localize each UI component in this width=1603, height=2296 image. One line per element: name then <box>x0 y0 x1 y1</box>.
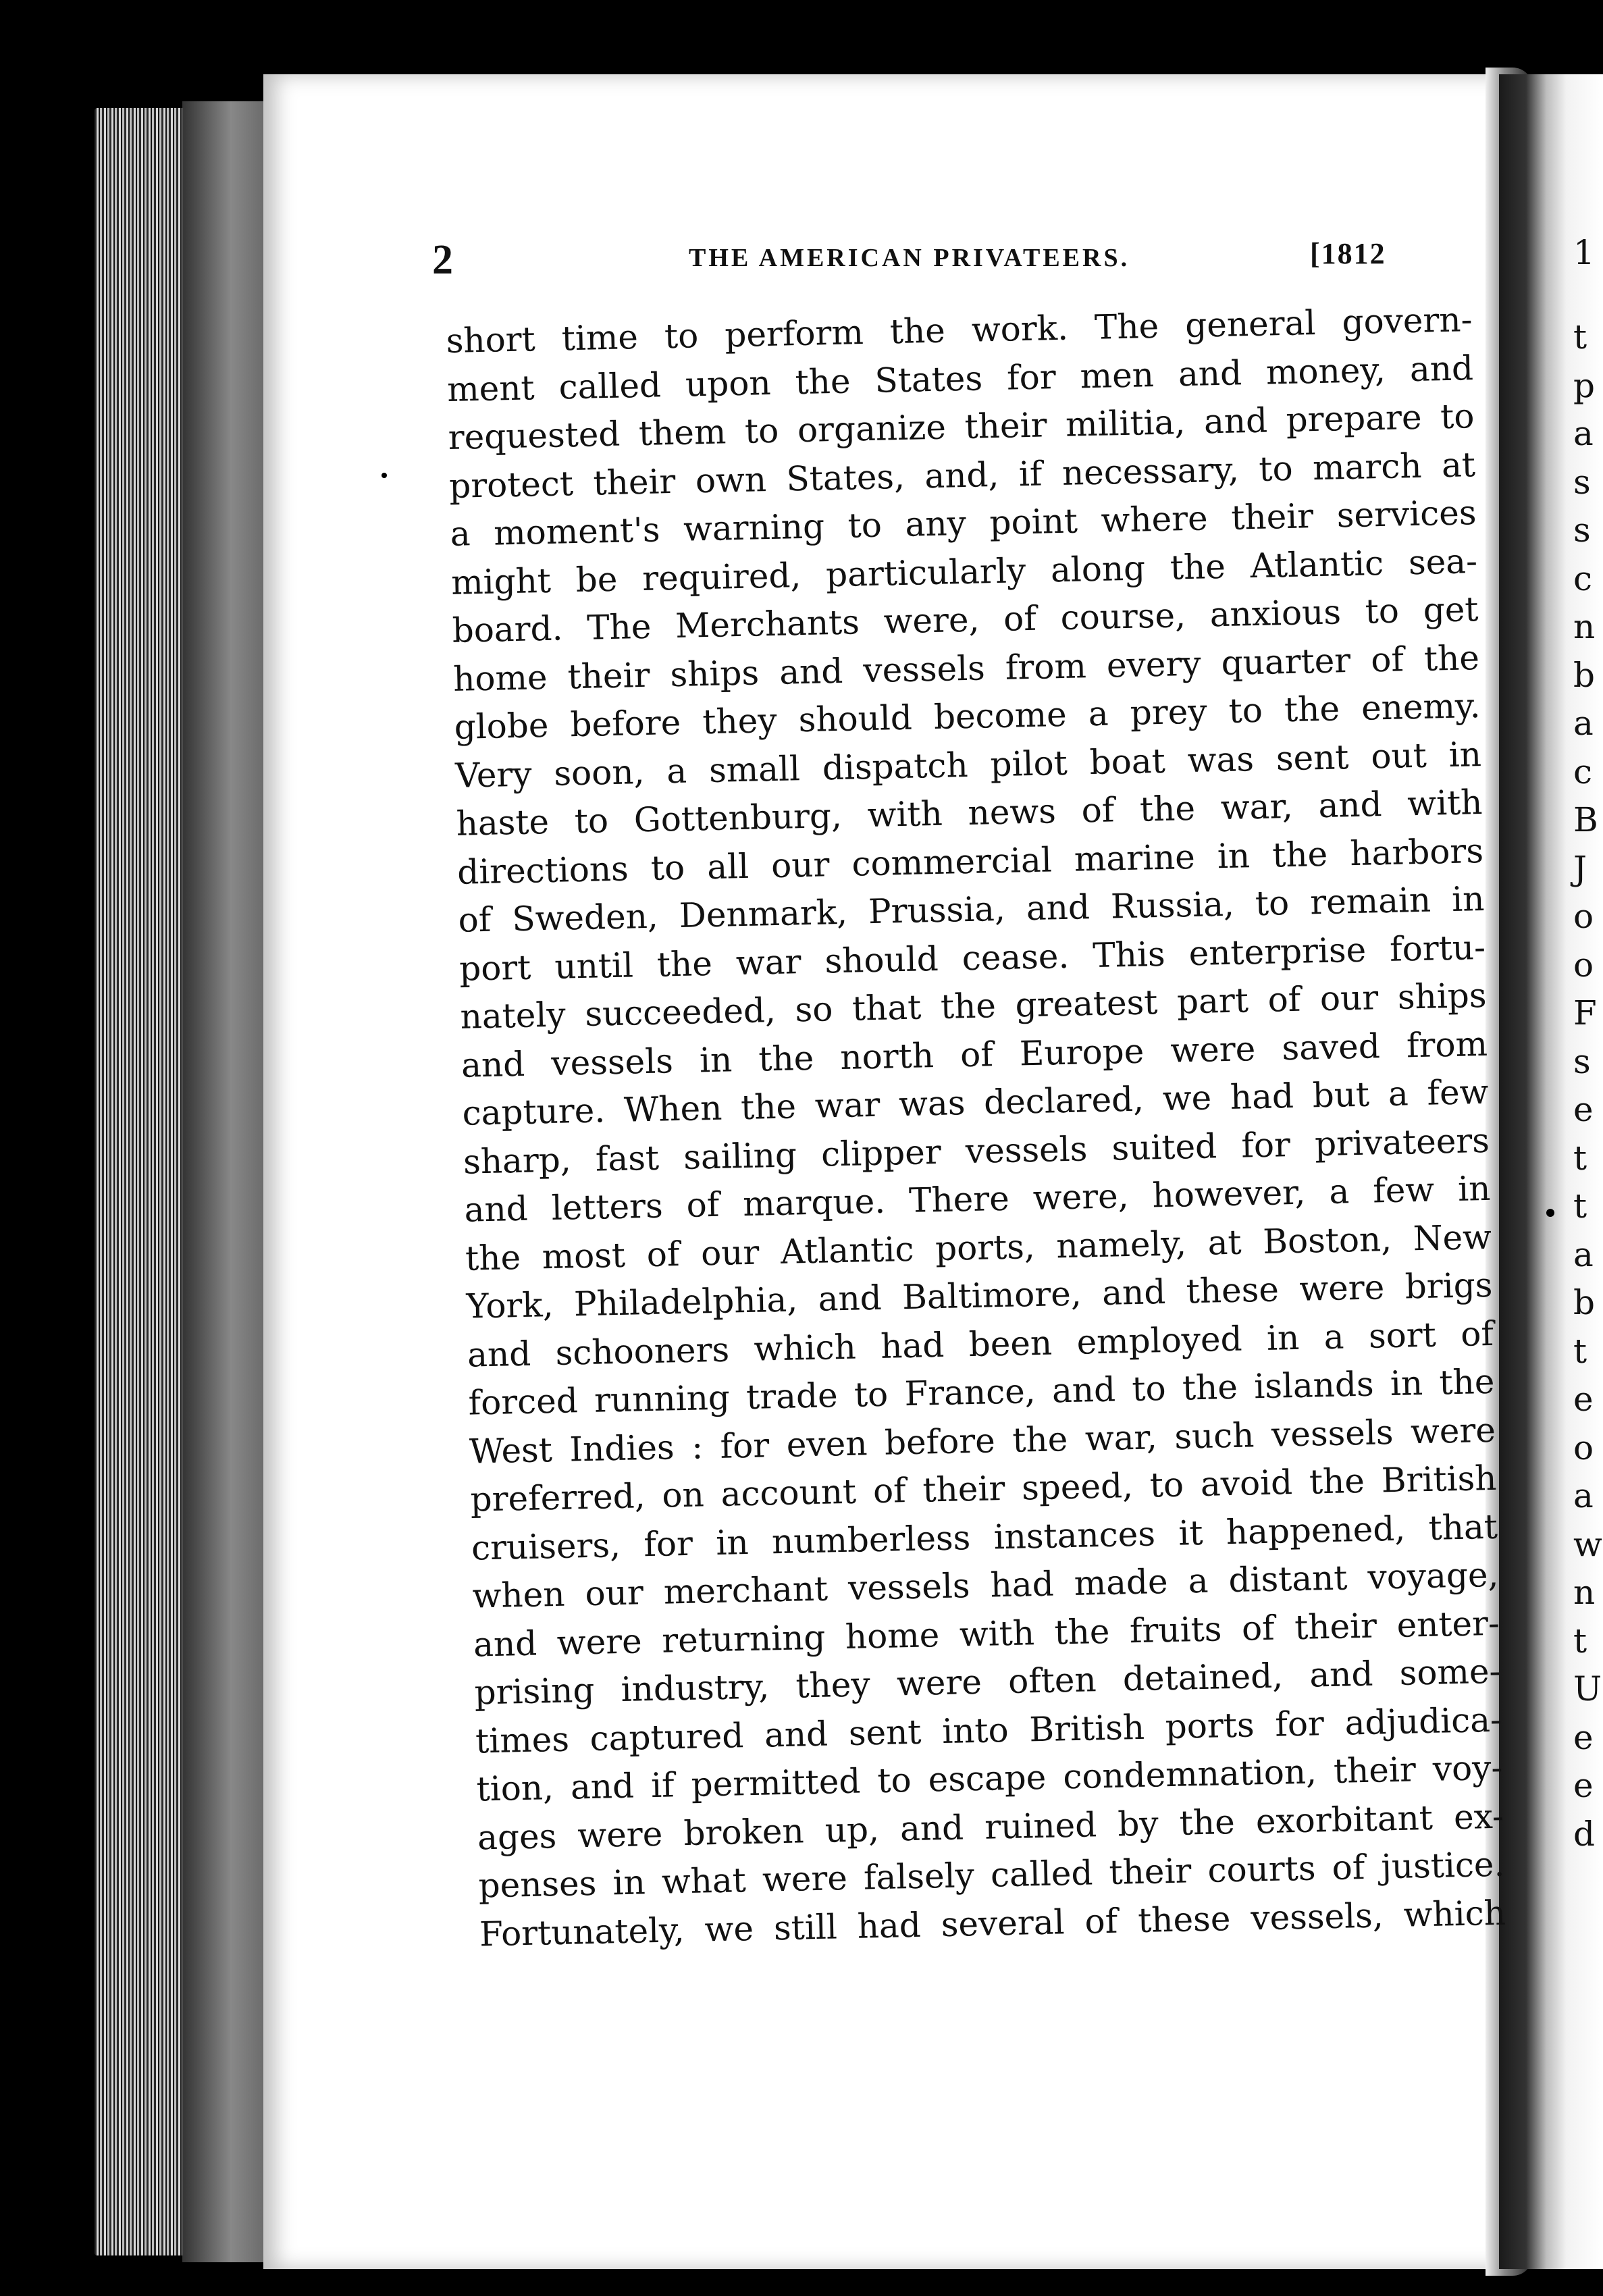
text-line: and schooners which had been employed in a sort of <box>467 1313 1494 1375</box>
text-line: short time to perform the work. The general govern- <box>446 300 1473 361</box>
next-page-fragment: e <box>1573 1380 1594 1419</box>
next-page-fragment: t <box>1573 1331 1587 1371</box>
scan-speck <box>1546 1209 1554 1217</box>
text-line: penses in what were falsely called their courts of justice. <box>478 1844 1505 1906</box>
text-line: requested them to organize their militia, and prepare to <box>448 396 1475 457</box>
text-line: and letters of marque. There were, however, a few in <box>464 1168 1491 1230</box>
text-line: haste to Gottenburg, with news of the war, and with <box>456 783 1483 843</box>
next-page-fragment: t <box>1573 1186 1587 1226</box>
next-page-fragment: J <box>1573 848 1587 888</box>
text-line: board. The Merchants were, of course, anxious to get <box>452 590 1479 650</box>
text-line: ages were broken up, and ruined by the exorbitant ex- <box>477 1796 1504 1857</box>
next-page-fragment: B <box>1573 800 1598 839</box>
text-line: Very soon, a small dispatch pilot boat was sent out in <box>454 734 1482 795</box>
next-page-fragment: n <box>1573 1573 1596 1612</box>
next-page-fragment: e <box>1573 1717 1594 1757</box>
text-line: preferred, on account of their speed, to avoid the British <box>470 1458 1497 1519</box>
running-year: [1812 <box>1310 237 1386 270</box>
text-line: and vessels in the north of Europe were saved from <box>461 1024 1488 1085</box>
text-line: directions to all our commercial marine in the harbors <box>456 831 1484 892</box>
text-line: tion, and if permitted to escape condemnation, their voy- <box>476 1748 1503 1809</box>
next-page-fragment: w <box>1573 1524 1602 1564</box>
text-line: times captured and sent into British ports for adjudica- <box>475 1700 1502 1761</box>
next-page-fragment: t <box>1573 317 1587 357</box>
next-page-fragment: c <box>1573 752 1593 791</box>
next-page-fragment: a <box>1573 1234 1594 1274</box>
page-number: 2 <box>432 237 453 283</box>
text-line: sharp, fast sailing clipper vessels suited for privateers <box>463 1120 1490 1182</box>
next-page-fragment: a <box>1573 414 1594 453</box>
next-page-fragment: p <box>1573 365 1596 405</box>
text-line: protect their own States, and, if necessary, to march at <box>448 444 1476 506</box>
text-line: Fortunately, we still had several of these vessels, which <box>479 1893 1506 1954</box>
next-page-fragment: d <box>1573 1814 1596 1854</box>
text-line: York, Philadelphia, and Baltimore, and these were brigs <box>466 1265 1493 1326</box>
running-head <box>432 236 1472 284</box>
next-page-fragment: s <box>1573 462 1591 502</box>
text-line: the most of our Atlantic ports, namely, at Boston, New <box>465 1217 1492 1278</box>
body-text <box>446 296 1506 1958</box>
next-page-fragment: a <box>1573 704 1594 743</box>
next-page-fragment: e <box>1573 1766 1594 1805</box>
next-page-fragment: b <box>1573 1283 1596 1322</box>
text-line: ment called upon the States for men and money, and <box>446 348 1474 409</box>
next-page-fragment: F <box>1573 993 1597 1033</box>
next-page-fragment: t <box>1573 1138 1587 1178</box>
text-line: prising industry, they were often detained, and some- <box>474 1651 1501 1713</box>
text-line: of Sweden, Denmark, Prussia, and Russia, to remain in <box>458 879 1485 940</box>
text-line: might be required, particularly along the Atlantic sea- <box>450 541 1478 602</box>
text-line: when our merchant vessels had made a distant voyage, <box>472 1555 1499 1616</box>
next-page-fragment: a <box>1573 1476 1594 1515</box>
next-page-fragment: b <box>1573 655 1596 695</box>
next-page-fragment: e <box>1573 1090 1594 1129</box>
text-line: nately succeeded, so that the greatest part of our ships <box>460 975 1487 1037</box>
text-line: port until the war should cease. This enterprise fortu- <box>458 927 1486 989</box>
text-line: a moment's warning to any point where their services <box>450 493 1477 554</box>
next-page-fragment: o <box>1573 1428 1594 1467</box>
text-line: and were returning home with the fruits of their enter- <box>473 1603 1500 1665</box>
next-page-fragment: o <box>1573 945 1594 985</box>
text-line: forced running trade to France, and to the islands in the <box>468 1361 1495 1423</box>
next-page-fragment: o <box>1573 897 1594 936</box>
next-page-fragment: n <box>1573 607 1596 646</box>
scan-speck <box>382 473 387 478</box>
next-page-fragment: U <box>1573 1669 1602 1708</box>
next-page-fragment: s <box>1573 511 1591 550</box>
text-line: West Indies : for even before the war, such vessels were <box>469 1410 1496 1471</box>
next-page-fragment: s <box>1573 1041 1591 1081</box>
next-page-fragment: c <box>1573 558 1593 598</box>
next-page-fragment: t <box>1573 1621 1587 1661</box>
text-line: capture. When the war was declared, we had but a few <box>462 1072 1489 1133</box>
running-title: THE AMERICAN PRIVATEERS. <box>689 244 1130 272</box>
text-line: home their ships and vessels from every quarter of the <box>452 637 1480 699</box>
next-page-head: 1 <box>1573 233 1595 272</box>
text-line: cruisers, for in numberless instances it happened, that <box>471 1507 1498 1568</box>
text-line: globe before they should become a prey to the enemy. <box>454 686 1481 747</box>
